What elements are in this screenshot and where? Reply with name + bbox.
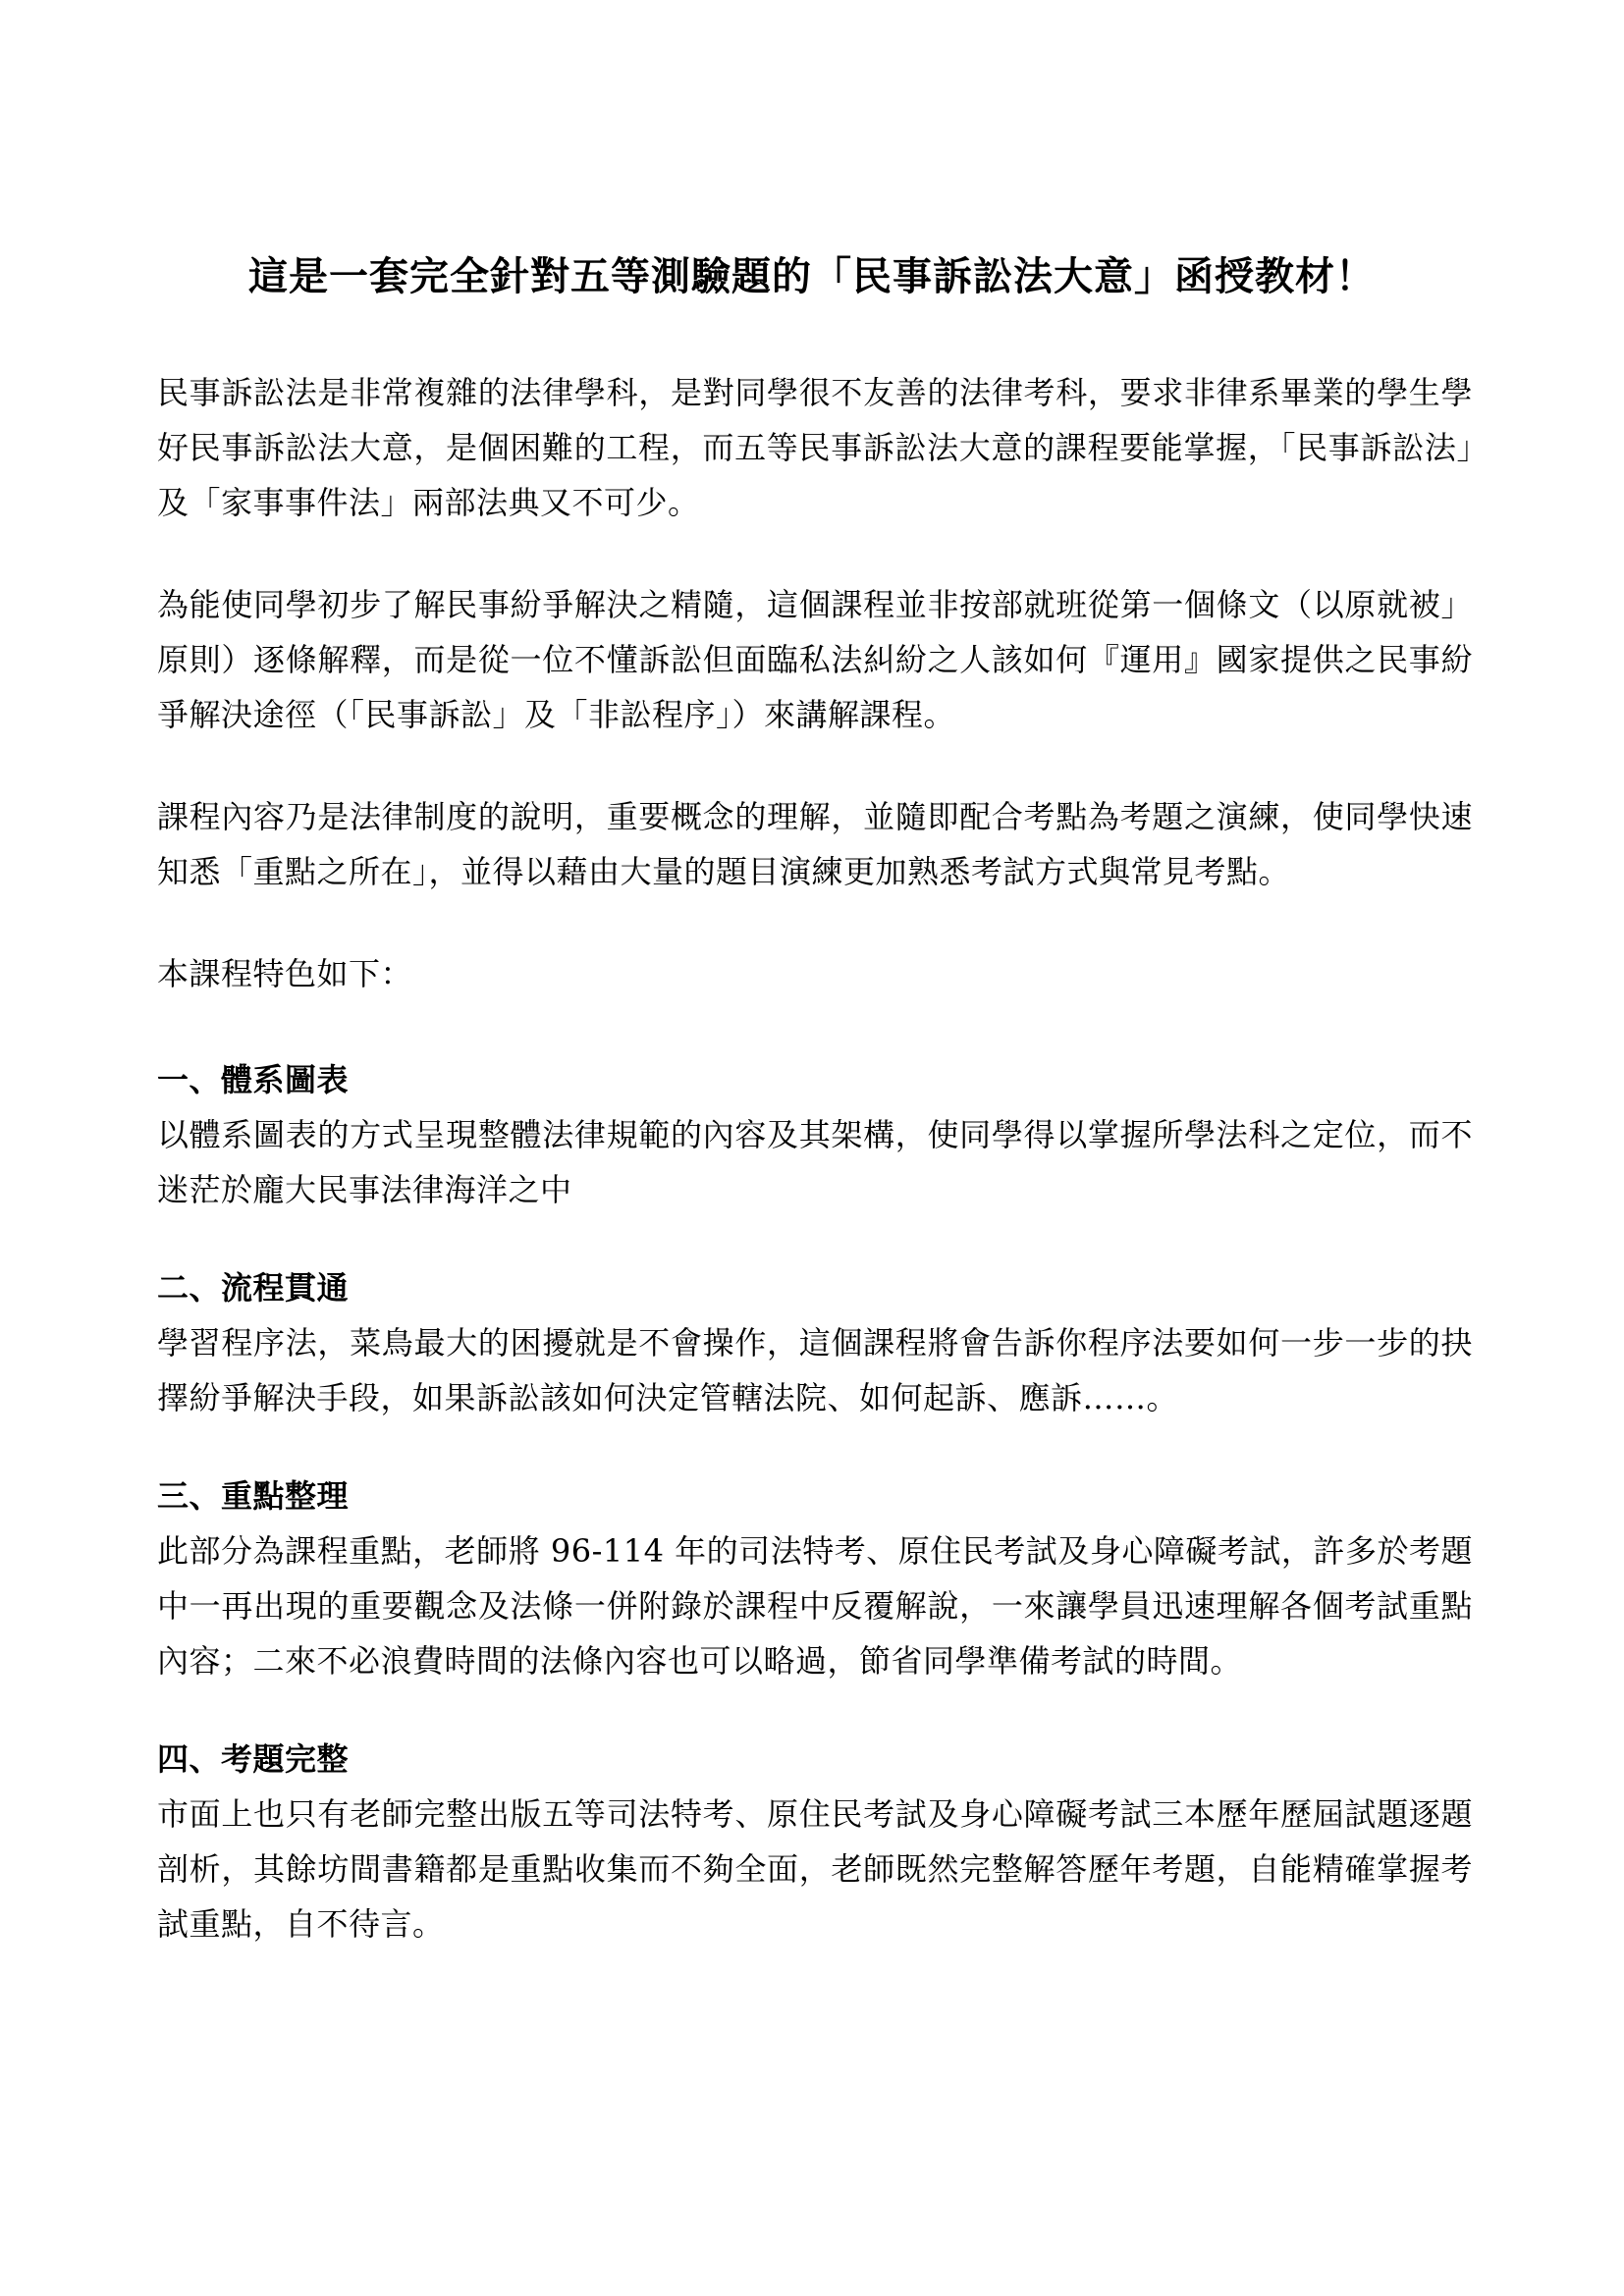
intro-paragraph-1: 民事訴訟法是非常複雜的法律學科，是對同學很不友善的法律考科，要求非律系畢業的學生學好民事訴訟法大意，是個困難的工程，而五等民事訴訟法大意的課程要能掌握，「民事訴訟法」及「家事事件法」兩部法典又不可少。 — [157, 374, 1473, 521]
feature-heading: 一、體系圖表 — [157, 1061, 350, 1098]
feature-body: 此部分為課程重點，老師將 96-114 年的司法特考、原住民考試及身心障礙考試，許多於考題中一再出現的重要觀念及法條一併附錄於課程中反覆解說，一來讓學員迅速理解各個考試重點內容；二來不必浪費時間的法條內容也可以略過，節省同學準備考試的時間。 — [157, 1532, 1473, 1680]
intro-paragraph-2: 為能使同學初步了解民事紛爭解決之精隨，這個課程並非按部就班從第一個條文（以原就被」原則）逐條解釋，而是從一位不懂訴訟但面臨私法糾紛之人該如何『運用』國家提供之民事紛爭解決途徑（「民事訴訟」及「非訟程序」）來講解課程。 — [157, 586, 1473, 733]
feature-section-system-charts — [157, 1052, 1473, 1217]
document-title: 這是一套完全針對五等測驗題的「民事訴訟法大意」函授教材！ — [248, 253, 1376, 299]
feature-section-process-flow — [157, 1260, 1473, 1425]
document-body — [157, 365, 1473, 1995]
feature-body: 以體系圖表的方式呈現整體法律規範的內容及其架構，使同學得以掌握所學法科之定位，而不迷茫於龐大民事法律海洋之中 — [157, 1116, 1473, 1208]
feature-section-complete-exams — [157, 1732, 1473, 1951]
feature-body: 學習程序法，菜鳥最大的困擾就是不會操作，這個課程將會告訴你程序法要如何一步一步的抉擇紛爭解決手段，如果訴訟該如何決定管轄法院、如何起訴、應訴……。 — [157, 1324, 1473, 1416]
feature-heading: 二、流程貫通 — [157, 1269, 350, 1307]
feature-heading: 四、考題完整 — [157, 1740, 350, 1778]
feature-heading: 三、重點整理 — [157, 1477, 350, 1515]
intro-paragraph-3: 課程內容乃是法律制度的說明，重要概念的理解，並隨即配合考點為考題之演練，使同學快速知悉「重點之所在」，並得以藉由大量的題目演練更加熟悉考試方式與常見考點。 — [157, 798, 1473, 890]
feature-body: 市面上也只有老師完整出版五等司法特考、原住民考試及身心障礙考試三本歷年歷屆試題逐題剖析，其餘坊間書籍都是重點收集而不夠全面，老師既然完整解答歷年考題，自能精確掌握考試重點，自不待言。 — [157, 1795, 1473, 1943]
features-intro: 本課程特色如下： — [157, 955, 413, 992]
feature-section-key-points — [157, 1468, 1473, 1688]
